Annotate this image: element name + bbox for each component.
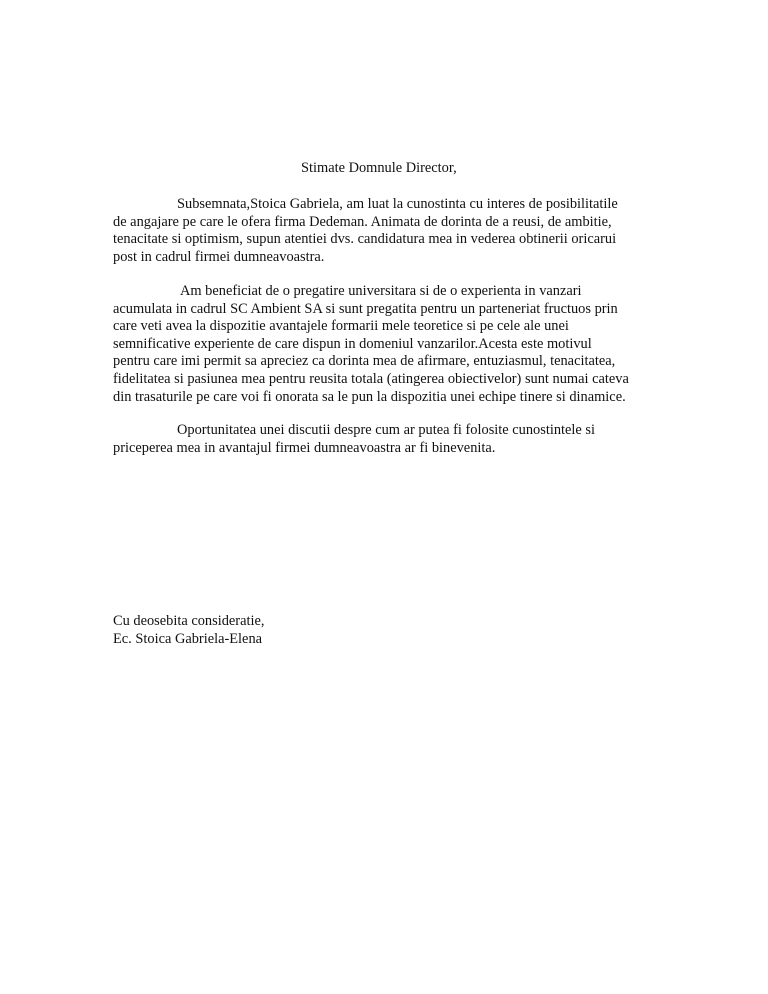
paragraph-line: Subsemnata,Stoica Gabriela, am luat la cunostinta cu interes de posibilitatile: [177, 196, 618, 212]
paragraph-line: din trasaturile pe care voi fi onorata sa le pun la dispozitia unei echipe tinere si dinamice.: [113, 388, 626, 405]
paragraph-opportunity: [113, 422, 653, 457]
paragraph-line: pentru care imi permit sa apreciez ca dorinta mea de afirmare, entuziasmul, tenacitatea,: [113, 353, 616, 370]
closing-phrase: Cu deosebita consideratie,: [113, 613, 265, 629]
paragraph-line: care veti avea la dispozitie avantajele formarii mele teoretice si pe cele ale unei: [113, 318, 569, 335]
paragraph-line: acumulata in cadrul SC Ambient SA si sunt pregatita pentru un parteneriat fructuos prin: [113, 300, 618, 317]
paragraph-line: de angajare pe care le ofera firma Dedeman. Animata de dorinta de a reusi, de ambitie,: [113, 213, 612, 230]
closing-block: [113, 613, 264, 648]
paragraph-line: Am beneficiat de o pregatire universitara si de o experienta in vanzari: [180, 283, 582, 299]
paragraph-line: priceperea mea in avantajul firmei dumneavoastra ar fi binevenita.: [113, 439, 496, 456]
paragraph-line: Oportunitatea unei discutii despre cum ar putea fi folosite cunostintele si: [177, 422, 596, 438]
paragraph-line: tenacitate si optimism, supun atentiei dvs. candidatura mea in vederea obtinerii oricarui: [113, 231, 617, 248]
paragraph-line: semnificative experiente de care dispun in domeniul vanzarilor.Acesta este motivul: [113, 335, 592, 352]
paragraph-experience: [113, 283, 653, 406]
paragraph-line: post in cadrul firmei dumneavoastra.: [113, 248, 325, 265]
salutation: Stimate Domnule Director,: [301, 160, 457, 176]
signature-name: Ec. Stoica Gabriela-Elena: [113, 630, 263, 647]
paragraph-intro: [113, 196, 653, 266]
paragraph-line: fidelitatea si pasiunea mea pentru reusita totala (atingerea obiectivelor) sunt numai cateva: [113, 370, 629, 387]
